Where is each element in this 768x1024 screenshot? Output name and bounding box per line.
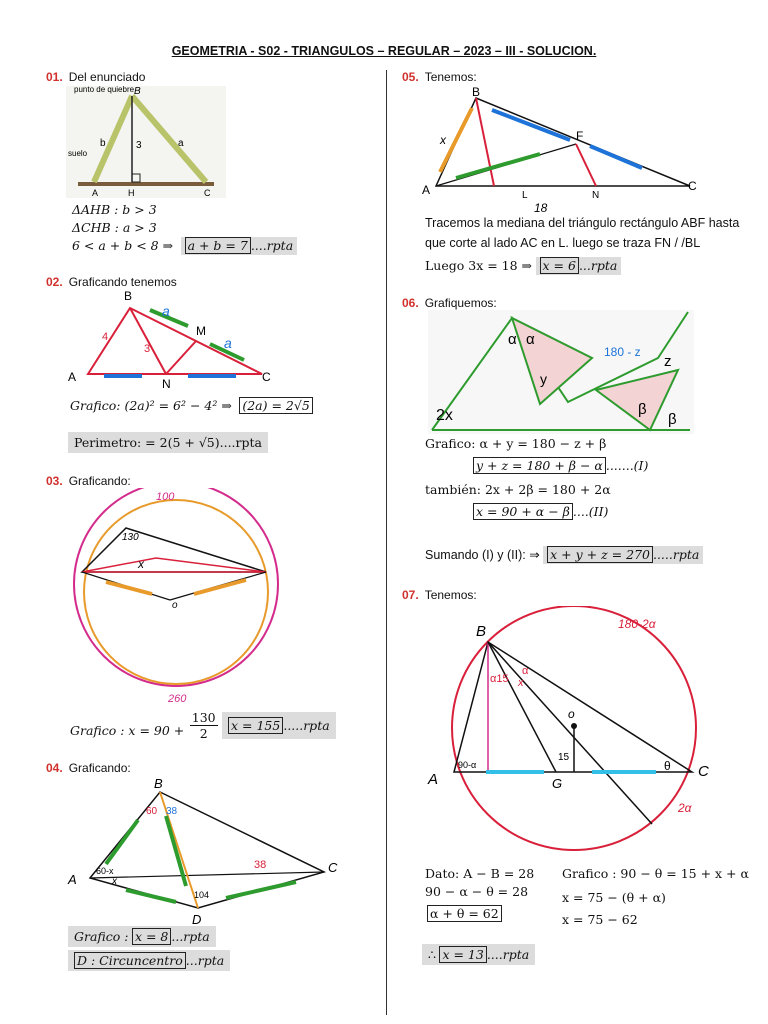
problem-number: 02. xyxy=(46,275,63,289)
p6-line-1: Grafico: α + y = 180 − z + β xyxy=(425,436,607,451)
label-B: B xyxy=(472,86,481,99)
label-2x: 2x xyxy=(436,407,453,424)
label-B: B xyxy=(476,623,487,640)
p7-box: α + θ = 62 xyxy=(427,905,502,922)
label-260: 260 xyxy=(168,693,187,705)
p4-graf: Grafico : xyxy=(74,929,129,944)
label-F: F xyxy=(576,129,584,143)
p7-answer-highlight xyxy=(422,944,535,965)
p6-tag-1: .......(I) xyxy=(605,458,649,473)
label-100: 100 xyxy=(156,491,175,503)
p6-box1-line xyxy=(473,458,648,473)
label-L: L xyxy=(522,190,528,201)
label-180-z: 180 - z xyxy=(604,345,641,359)
p5-line-3 xyxy=(425,258,621,273)
rpta-label: .....rpta xyxy=(283,718,330,733)
problem-05-header xyxy=(402,70,477,84)
p7-box-line xyxy=(427,906,502,921)
p1-ineq: 6 < a + b < 8 ⇒ xyxy=(72,238,174,253)
p5-text-2: que corte al lado AC en L. luego se traza FN / /BL xyxy=(425,236,701,250)
p1-answer-box: a + b = 7 xyxy=(185,237,251,254)
label-a1: a xyxy=(162,303,170,319)
p4-answer1-highlight xyxy=(68,926,216,947)
label-N: N xyxy=(162,377,171,388)
label-x: x xyxy=(112,876,117,887)
label-C: C xyxy=(688,179,697,193)
problem-07-header xyxy=(402,588,477,602)
label-alpha2: α xyxy=(526,331,535,348)
problem-06-header xyxy=(402,296,497,310)
p6-box-2: x = 90 + α − β xyxy=(473,503,573,520)
label-C: C xyxy=(328,860,338,875)
problem-label: Graficando: xyxy=(68,761,131,775)
rpta-label: ...rpta xyxy=(171,929,210,944)
label-C: C xyxy=(204,188,211,198)
therefore-symbol: ∴ xyxy=(428,948,436,962)
p6-box-1: y + z = 180 + β − α xyxy=(473,457,606,474)
p4-answer2-highlight xyxy=(68,950,230,971)
p5-eq: Luego 3x = 18 ⇒ xyxy=(425,258,533,273)
label-z: z xyxy=(664,353,672,370)
label-B: B xyxy=(134,86,141,97)
label-90-a: 90-α xyxy=(458,760,477,770)
label-N: N xyxy=(592,190,600,201)
label-G: G xyxy=(552,776,563,791)
label-60: 60 xyxy=(146,806,158,817)
p4-answer2-box: D : Circuncentro xyxy=(74,952,186,969)
problem-04-header xyxy=(46,761,131,775)
problem-label: Tenemos: xyxy=(424,588,477,602)
problem-01-header xyxy=(46,70,145,84)
label-3: 3 xyxy=(144,343,151,355)
p6-answer-box: x + y + z = 270 xyxy=(547,546,653,563)
label-C: C xyxy=(262,370,271,384)
label-130: 130 xyxy=(122,532,139,543)
label-beta2: β xyxy=(668,411,677,428)
p3-frac-num: 130 xyxy=(191,710,216,725)
p6-sum: Sumando (I) y (II): ⇒ xyxy=(425,548,540,562)
label-suelo: suelo xyxy=(68,149,88,158)
figure-circle-triangle xyxy=(426,606,726,856)
label-punto-quiebre: punto de quiebre xyxy=(74,86,135,94)
label-y: y xyxy=(540,371,547,387)
problem-number: 07. xyxy=(402,588,419,602)
p3-fraction xyxy=(190,710,218,741)
rpta-label: .....rpta xyxy=(652,547,700,562)
problem-number: 03. xyxy=(46,474,63,488)
label-b: b xyxy=(100,138,106,149)
p3-frac-den: 2 xyxy=(199,726,208,741)
label-B: B xyxy=(124,289,133,303)
problem-label: Graficando tenemos xyxy=(68,275,177,289)
figure-ladder xyxy=(66,86,226,198)
p3-answer-box: x = 155 xyxy=(228,717,283,734)
p1-line-3 xyxy=(72,238,297,253)
problem-number: 01. xyxy=(46,70,63,84)
label-H: H xyxy=(128,188,135,198)
p3-answer-highlight xyxy=(222,712,336,739)
figure-circles xyxy=(70,488,290,706)
label-theta: θ xyxy=(664,759,671,773)
p6-sum-line xyxy=(425,547,703,562)
p5-answer-box: x = 6 xyxy=(540,257,579,274)
problem-number: 04. xyxy=(46,761,63,775)
label-A: A xyxy=(422,183,431,197)
problem-label: Graficando: xyxy=(68,474,131,488)
label-o: o xyxy=(172,600,178,611)
label-A: A xyxy=(68,872,77,887)
page-title: GEOMETRIA - S02 - TRIANGULOS – REGULAR – 2023 – III - SOLUCION. xyxy=(171,44,597,58)
p5-text-1: Tracemos la mediana del triángulo rectángulo ABF hasta xyxy=(425,216,740,230)
label-60-x: 60-x xyxy=(96,866,114,876)
label-x: x xyxy=(518,677,524,689)
p7-graf-3: x = 75 − 62 xyxy=(562,912,638,927)
p6-tag-2: ....(II) xyxy=(572,504,609,519)
p6-answer-highlight xyxy=(543,546,703,564)
label-D: D xyxy=(192,912,202,926)
p7-answer-box: x = 13 xyxy=(439,946,486,963)
label-18: 18 xyxy=(534,201,548,214)
p1-answer-highlight xyxy=(181,237,298,255)
label-A: A xyxy=(68,370,77,384)
label-arc-180-2a: 180-2α xyxy=(618,617,656,631)
label-A: A xyxy=(92,188,99,198)
problem-label: Tenemos: xyxy=(424,70,477,84)
p7-graf-1: Grafico : 90 − θ = 15 + x + α xyxy=(562,866,749,881)
label-4: 4 xyxy=(102,331,109,343)
label-a15: α15 xyxy=(490,673,509,685)
label-B: B xyxy=(154,776,163,791)
label-104: 104 xyxy=(194,890,210,900)
label-alpha: α xyxy=(522,665,529,677)
p7-graf-2: x = 75 − (θ + α) xyxy=(562,890,666,905)
label-38b: 38 xyxy=(254,859,267,871)
problem-label: Grafiquemos: xyxy=(424,296,497,310)
label-beta1: β xyxy=(638,401,647,418)
p7-dato: Dato: A − B = 28 xyxy=(425,866,535,881)
p6-box2-line xyxy=(473,504,608,519)
p2-graf-line xyxy=(70,398,313,413)
p5-answer-highlight xyxy=(536,257,622,275)
rpta-label: ...rpta xyxy=(578,258,618,273)
label-38: 38 xyxy=(166,806,178,817)
p1-line-2: ΔCHB : a > 3 xyxy=(72,220,157,235)
problem-03-header xyxy=(46,474,131,488)
problem-number: 06. xyxy=(402,296,419,310)
figure-triangle-abc xyxy=(64,288,284,388)
p4-answer1-box: x = 8 xyxy=(132,928,171,945)
label-alpha1: α xyxy=(508,331,517,348)
label-C: C xyxy=(698,763,709,780)
rpta-label: ....rpta xyxy=(250,238,294,253)
label-x: x xyxy=(138,557,144,571)
figure-polygon xyxy=(428,310,694,434)
problem-label: Del enunciado xyxy=(68,70,146,84)
label-A: A xyxy=(428,771,439,788)
p3-graf: Grafico : x = 90 + xyxy=(70,722,185,738)
rpta-label: ...rpta xyxy=(185,953,225,968)
label-3: 3 xyxy=(136,140,142,151)
column-divider xyxy=(386,70,387,1015)
p2-answer-box: (2a) = 2√5 xyxy=(239,397,312,414)
rpta-label: ....rpta xyxy=(486,947,530,962)
problem-number: 05. xyxy=(402,70,419,84)
p3-graf-line xyxy=(70,710,218,741)
p2-graf: Grafico: (2a)² = 6² − 4² ⇒ xyxy=(70,398,232,413)
label-o: o xyxy=(568,707,575,721)
label-a: a xyxy=(178,138,184,149)
figure-triangle-abf xyxy=(420,86,720,214)
label-a2: a xyxy=(224,335,232,351)
p2-perimeter: Perimetro: = 2(5 + √5)....rpta xyxy=(74,435,262,450)
p7-line-2: 90 − α − θ = 28 xyxy=(425,884,529,899)
p2-perimeter-highlight xyxy=(68,432,268,453)
problem-02-header xyxy=(46,275,177,289)
p6-line-2: también: 2x + 2β = 180 + 2α xyxy=(425,482,611,497)
p1-line-1: ΔAHB : b > 3 xyxy=(72,202,157,217)
label-M: M xyxy=(196,324,206,338)
label-arc-2a: 2α xyxy=(678,801,692,815)
label-15: 15 xyxy=(558,752,570,763)
label-x: x xyxy=(440,133,446,147)
figure-quadrilateral xyxy=(66,776,346,926)
